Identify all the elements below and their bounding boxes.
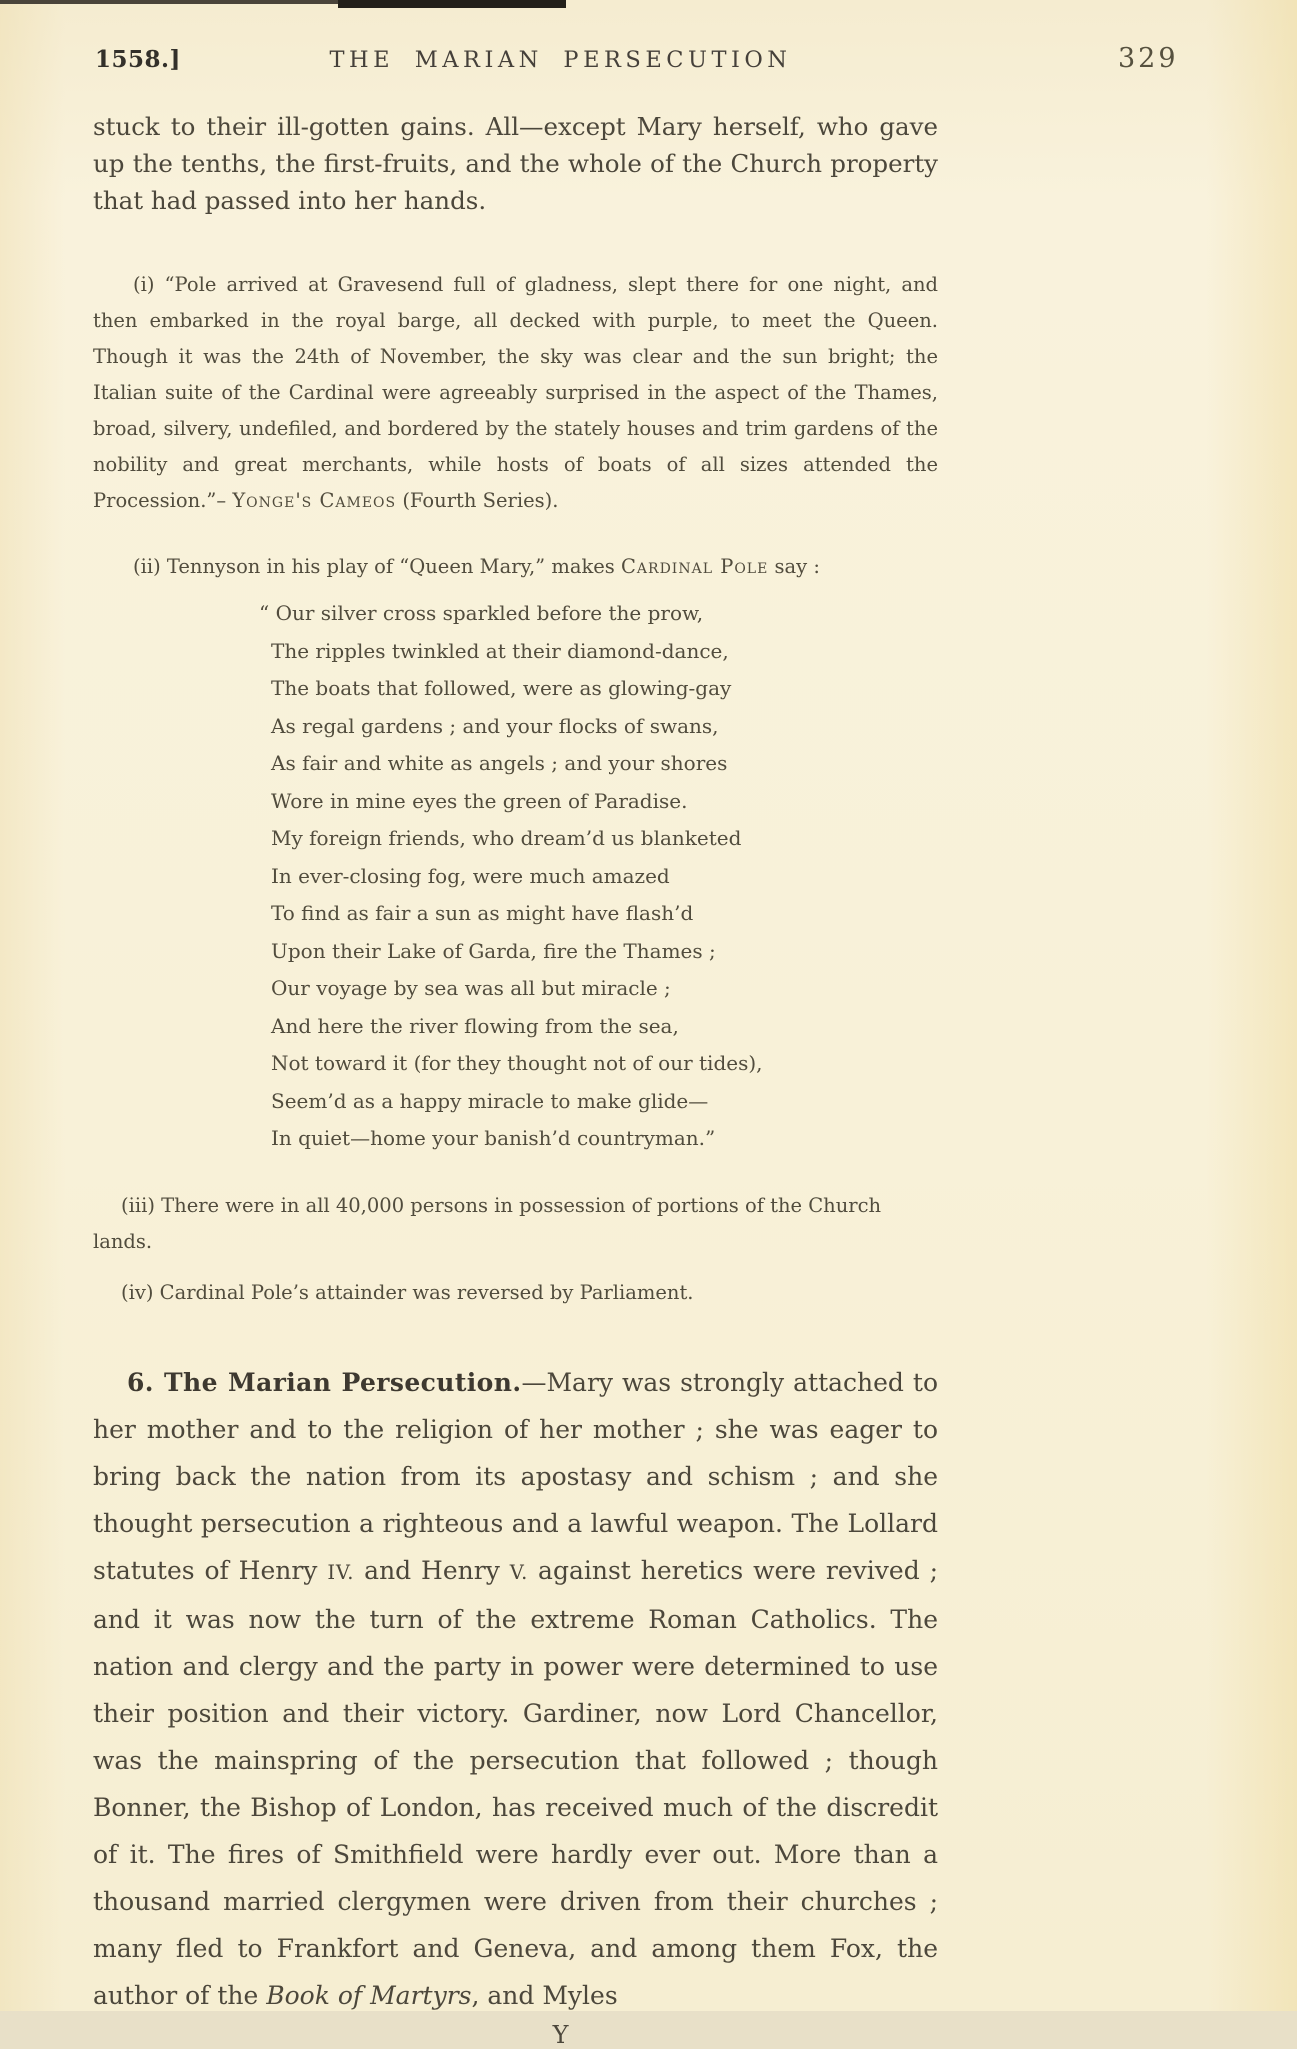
text-segment: against heretics were revived ; and it was now the turn of the extreme Roman Catholics. The nation and clergy and the party in power were determined to use their position and their victory. Gardiner, now Lord Chancellor, was the mainspring of the persecution that followed ; though Bonner, the Bishop of London, has received much of the discredit of it. The fires of Smithfield were hardly ever out. More than a thousand married clergymen were driven from their churches ; many fled to Frankfort and Geneva, and among them Fox, the author of the: [93, 1555, 939, 2010]
poem-line: Wore in mine eyes the green of Paradise.: [271, 788, 688, 813]
intro-paragraph: stuck to their ill-gotten gains. All—except Mary herself, who gave up the tenths, the first-fruits, and the whole of the Church property that had passed into her hands.: [93, 112, 938, 215]
poem-quotation: [259, 595, 938, 1158]
poem-line: The ripples twinkled at their diamond-dance,: [271, 638, 729, 663]
text-segment-smallcaps: IV.: [327, 1560, 355, 1584]
page-number: 329: [1118, 43, 1179, 74]
note-iii: [93, 1188, 938, 1260]
note-iv-text: Cardinal Pole’s attainder was reversed by Parliament.: [159, 1280, 694, 1304]
poem-line: In ever-closing fog, were much amazed: [271, 863, 670, 888]
note-ii-text-pre: Tennyson in his play of “Queen Mary,” makes: [166, 555, 622, 578]
note-iii-text: There were in all 40,000 persons in possession of portions of the Church lands.: [93, 1193, 882, 1253]
poem-line: My foreign friends, who dream’d us blanketed: [271, 826, 742, 850]
running-title: THE MARIAN PERSECUTION: [329, 47, 792, 73]
note-iv: [93, 1275, 938, 1311]
poem-line: To find as fair a sun as might have flash’d: [271, 901, 694, 925]
note-iii-label: (iii): [121, 1193, 162, 1217]
section-6-paragraph: [93, 1359, 938, 2019]
text-segment-smallcaps: V.: [509, 1560, 529, 1584]
text-segment-italic: Book of Martyrs: [266, 1980, 472, 2010]
note-i-label: (i): [133, 273, 165, 296]
note-ii-intro: [93, 549, 938, 585]
note-ii-label: (ii): [133, 555, 167, 578]
page-header: [93, 0, 1179, 80]
margin-date: 1558.]: [95, 46, 181, 73]
poem-line: “ Our silver cross sparkled before the prow,: [259, 601, 704, 625]
note-i-quote: “Pole arrived at Gravesend full of gladness, slept there for one night, and then embarked in the royal barge, all decked with purple, to meet the Queen. Though it was the 24th of November, the sky was clear and the sun bright; the Italian suite of the Cardinal were agreeably surprised in the aspect of the Thames, broad, silvery, undefiled, and bordered by the stately houses and trim gardens of the nobility and great merchants, while hosts of boats of all sizes attended the Procession.”–: [93, 273, 938, 512]
note-i-citation-author: Yonge's Cameos: [232, 489, 397, 512]
poem-line: Upon their Lake of Garda, fire the Thames ;: [271, 938, 716, 963]
text-segment: and Henry: [354, 1555, 510, 1585]
poem-line: The boats that followed, were as glowing-gay: [271, 676, 732, 700]
printer-signature-mark: Y: [552, 2020, 569, 2049]
poem-line: As regal gardens ; and your flocks of swans,: [271, 713, 719, 738]
note-i: [93, 267, 938, 519]
poem-line: And here the river flowing from the sea,: [271, 1013, 679, 1038]
poem-line: Seem’d as a happy miracle to make glide—: [271, 1088, 709, 1113]
page-content: [93, 0, 1179, 2049]
note-iv-label: (iv): [121, 1280, 160, 1304]
section-body: [93, 1368, 938, 2010]
poem-line: Not toward it (for they thought not of our tides),: [271, 1051, 763, 1075]
poem-line: As fair and white as angels ; and your shores: [271, 751, 728, 775]
poem-line: In quiet—home your banish’d countryman.”: [271, 1126, 716, 1150]
note-ii-text-post: say :: [768, 555, 820, 578]
poem-line: Our voyage by sea was all but miracle ;: [271, 976, 671, 1000]
text-segment: , and Myles: [471, 1980, 618, 2010]
section-heading: 6. The Marian Persecution.: [127, 1367, 522, 1397]
note-i-citation-series: (Fourth Series).: [396, 489, 559, 512]
note-ii-speaker: Cardinal Pole: [621, 555, 769, 578]
text-segment: —Mary was strongly attached to her mother and to the religion of her mother ; she was eager to bring back the nation from its apostasy and schism ; and she thought persecution a righteous and a lawful weapon. The Lollard statutes of Henry: [93, 1367, 938, 1585]
